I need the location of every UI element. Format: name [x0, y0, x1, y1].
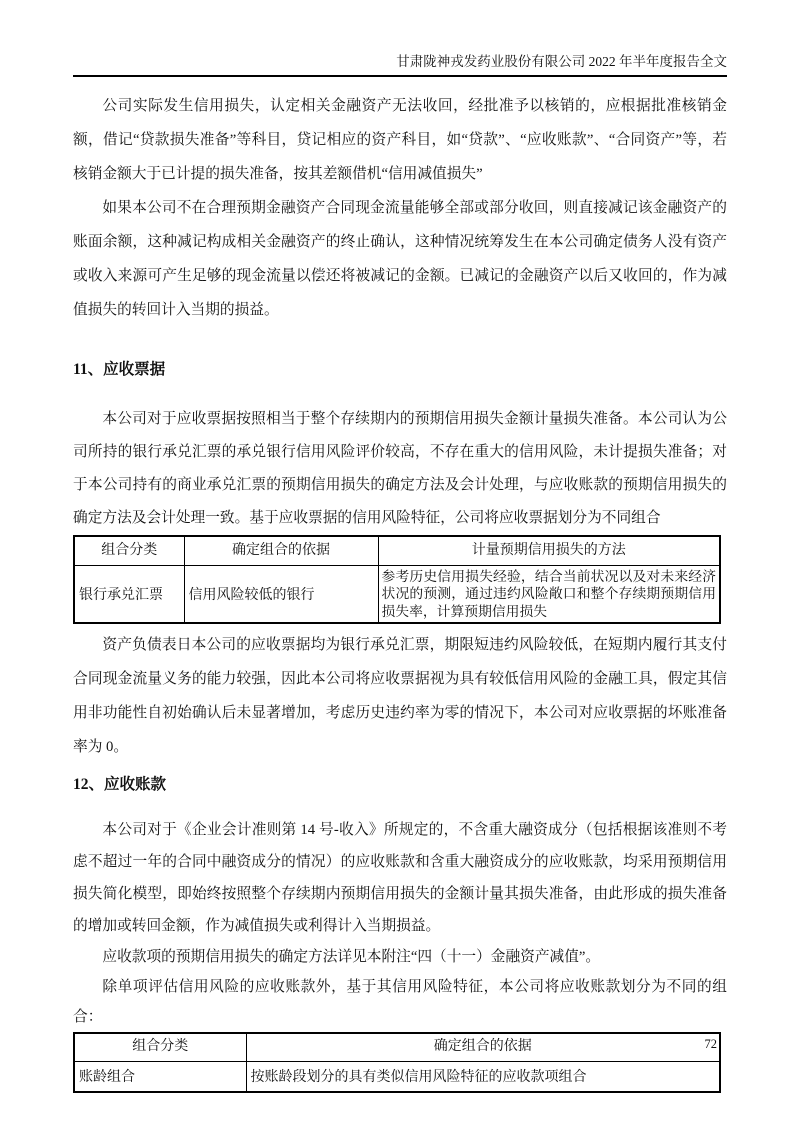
paragraph-credit-loss-writeoff: 公司实际发生信用损失，认定相关金融资产无法收回，经批准予以核销的，应根据批准核销金额，借记“贷款损失准备”等科目，贷记相应的资产科目，如“贷款”、“应收账款”、“合同资产”等，若核销金额大于已计提的损失准备，按其差额借机“信用减值损失” — [73, 98, 727, 182]
cell-portfolio-class: 银行承兑汇票 — [74, 565, 184, 623]
col-header-ecl-method: 计量预期信用损失的方法 — [378, 536, 720, 565]
page-number: 72 — [704, 1037, 717, 1051]
section-heading-12-accounts-receivable: 12、应收账款 — [73, 776, 167, 793]
notes-receivable-portfolio-table — [73, 535, 721, 624]
table-row — [74, 1061, 720, 1092]
col-header-portfolio-class: 组合分类 — [74, 1033, 246, 1061]
page-header-title: 甘肃陇神戎发药业股份有限公司 2022 年半年度报告全文 — [73, 52, 727, 77]
cell-portfolio-class: 账龄组合 — [74, 1061, 246, 1092]
paragraph-receivables-grouping: 除单项评估信用风险的应收账款外，基于其信用风险特征，本公司将应收账款划分为不同的组合： — [73, 979, 727, 1025]
paragraph-notes-receivable-policy: 本公司对于应收票据按照相当于整个存续期内的预期信用损失金额计量损失准备。本公司认为公司所持的银行承兑汇票的承兑银行信用风险评价较高，不存在重大的信用风险，未计提损失准备；对于本公司持有的商业承兑汇票的预期信用损失的确定方法及会计处理，与应收账款的预期信用损失的确定方法及会计处理一致。基于应收票据的信用风险特征，公司将应收票据划分为不同组合 — [73, 411, 727, 526]
paragraph-ecl-method-reference: 应收款项的预期信用损失的确定方法详见本附注“四（十一）金融资产减值”。 — [102, 949, 601, 965]
table-row — [74, 565, 720, 623]
col-header-portfolio-basis: 确定组合的依据 — [246, 1033, 720, 1061]
cell-portfolio-basis: 按账龄段划分的具有类似信用风险特征的应收款项组合 — [246, 1061, 720, 1092]
table-header-row — [74, 536, 720, 565]
section-heading-11-notes-receivable: 11、应收票据 — [73, 361, 166, 378]
col-header-portfolio-class: 组合分类 — [74, 536, 184, 565]
cell-portfolio-basis: 信用风险较低的银行 — [184, 565, 378, 623]
col-header-portfolio-basis: 确定组合的依据 — [184, 536, 378, 565]
cell-ecl-method: 参考历史信用损失经验，结合当前状况以及对未来经济状况的预测，通过违约风险敞口和整个存续期预期信用损失率，计算预期信用损失 — [378, 565, 720, 623]
paragraph-accounts-receivable-policy: 本公司对于《企业会计准则第 14 号-收入》所规定的，不含重大融资成分（包括根据该准则不考虑不超过一年的合同中融资成分的情况）的应收账款和含重大融资成分的应收账款，均采用预期信用损失简化模型，即始终按照整个存续期内预期信用损失的金额计量其损失准备，由此形成的损失准备的增加或转回金额，作为减值损失或利得计入当期损益。 — [73, 822, 727, 934]
accounts-receivable-portfolio-table — [73, 1032, 721, 1093]
paragraph-direct-writedown: 如果本公司不在合理预期金融资产合同现金流量能够全部或部分收回，则直接减记该金融资产的账面余额，这种减记构成相关金融资产的终止确认，这种情况统筹发生在本公司确定债务人没有资产或收入来源可产生足够的现金流量以偿还将被减记的金额。已减记的金融资产以后又收回的，作为减值损失的转回计入当期的损益。 — [73, 200, 727, 318]
table-header-row — [74, 1033, 720, 1061]
paragraph-balance-sheet-notes: 资产负债表日本公司的应收票据均为银行承兑汇票，期限短违约风险较低，在短期内履行其支付合同现金流量义务的能力较强，因此本公司将应收票据视为具有较低信用风险的金融工具，假定其信用非功能性自初始确认后未显著增加，考虑历史违约率为零的情况下，本公司对应收票据的坏账准备率为 0。 — [73, 637, 727, 755]
